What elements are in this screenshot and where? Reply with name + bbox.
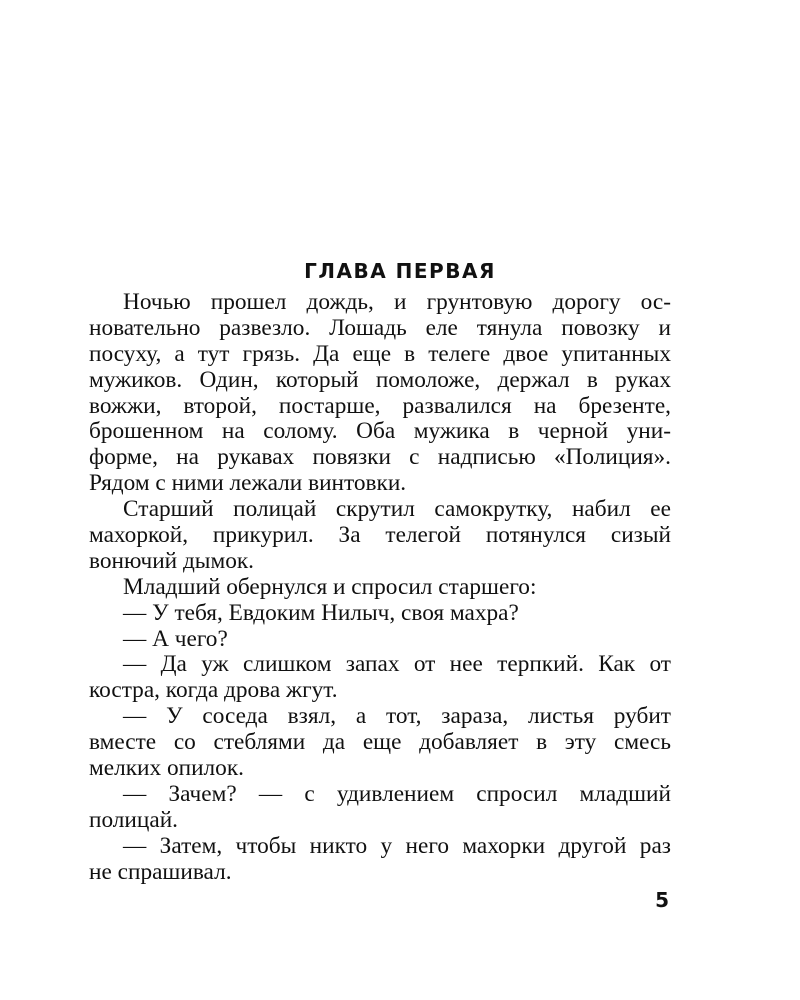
dialogue-line: вместе со стеблями да еще добавляет в эту смесь (89, 729, 671, 756)
dialogue-line: мелких опилок. (89, 755, 244, 782)
text-line: вонючий дымок. (89, 547, 254, 574)
dialogue-line: — Да уж слишком запах от нее терпкий. Как от (123, 651, 671, 678)
text-line: махоркой, прикурил. За телегой потянулся сизый (89, 522, 671, 549)
dialogue-line: — У тебя, Евдоким Нилыч, своя махра? (123, 599, 519, 626)
dialogue-line: — Зачем? — с удивлением спросил младший (123, 780, 671, 807)
text-line: Ночью прошел дождь, и грунтовую дорогу ос- (123, 289, 671, 315)
dialogue-line: — Затем, чтобы никто у него махорки другой раз (123, 832, 671, 859)
text-line: посуху, а тут грязь. Да еще в телеге двое упитанных (89, 340, 671, 367)
body-text (89, 290, 671, 885)
chapter-title: ГЛАВА ПЕРВАЯ (304, 259, 496, 283)
dialogue-line: — А чего? (123, 625, 228, 652)
dialogue-line: не спрашивал. (89, 858, 232, 885)
dialogue-line: — У соседа взял, а тот, зараза, листья рубит (123, 703, 671, 730)
text-line: новательно развезло. Лошадь еле тянула повозку и (89, 314, 671, 341)
text-line: брошенном на солому. Оба мужика в черной уни- (89, 418, 671, 445)
text-line: Старший полицай скрутил самокрутку, набил ее (123, 496, 671, 523)
text-line: мужиков. Один, который помоложе, держал в руках (89, 366, 671, 393)
dialogue-line: полицай. (89, 806, 179, 833)
text-line: вожжи, второй, постарше, развалился на брезенте, (89, 392, 671, 419)
text-line: Рядом с ними лежали винтовки. (89, 470, 407, 497)
text-line: форме, на рукавах повязки с надписью «Полиция». (89, 444, 671, 471)
text-line: Младший обернулся и спросил старшего: (123, 573, 537, 600)
page-number: 5 (655, 888, 669, 912)
dialogue-line: костра, когда дрова жгут. (89, 677, 338, 704)
